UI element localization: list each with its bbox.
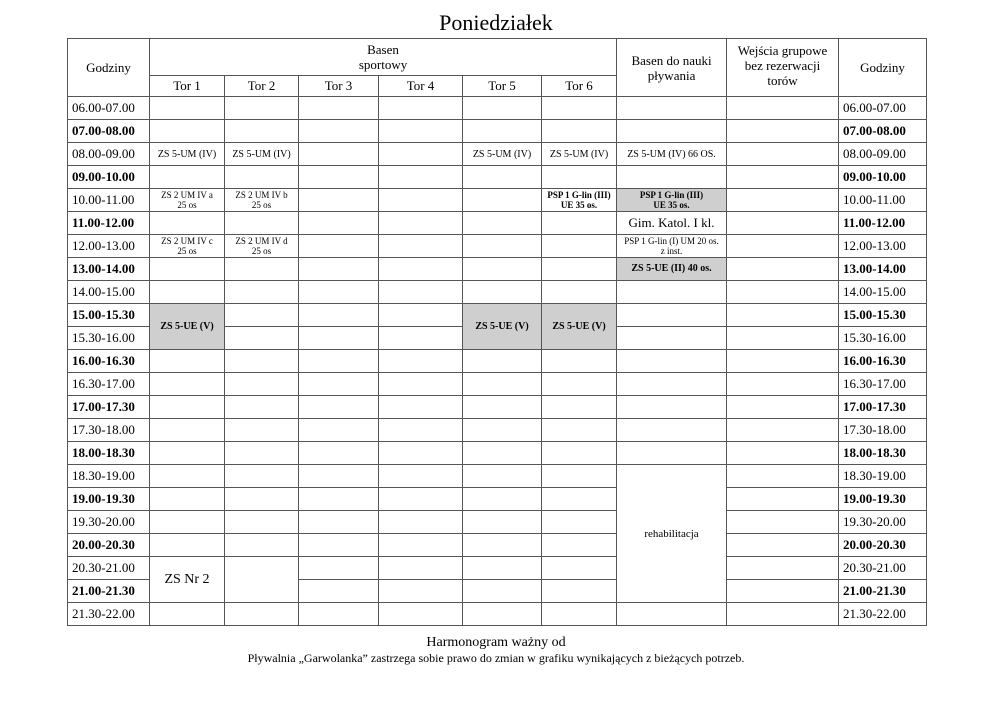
hour-right: 13.00-14.00 — [839, 258, 927, 281]
hour-left: 17.30-18.00 — [68, 419, 150, 442]
hour-left: 15.30-16.00 — [68, 327, 150, 350]
table-row — [68, 143, 927, 166]
booking-cell: ZS 2 UM IV a 25 os — [150, 189, 225, 212]
table-row — [68, 465, 927, 488]
hour-right: 07.00-08.00 — [839, 120, 927, 143]
hour-right: 16.30-17.00 — [839, 373, 927, 396]
booking-cell: ZS 5-UE (V) — [150, 304, 225, 350]
booking-cell: PSP 1 G-lin (I) UM 20 os. z inst. — [617, 235, 727, 258]
table-row — [68, 534, 927, 557]
table-row — [68, 304, 927, 327]
header-basen-nauki: Basen do nauki pływania — [617, 39, 727, 97]
booking-cell: ZS 5-UM (IV) 66 OS. — [617, 143, 727, 166]
booking-cell: Gim. Katol. I kl. — [617, 212, 727, 235]
hour-left: 08.00-09.00 — [68, 143, 150, 166]
hour-left: 19.00-19.30 — [68, 488, 150, 511]
table-row — [68, 350, 927, 373]
schedule-table — [67, 38, 927, 626]
table-row — [68, 373, 927, 396]
booking-cell: PSP 1 G-lin (III) UE 35 os. — [542, 189, 617, 212]
hour-right: 20.00-20.30 — [839, 534, 927, 557]
table-row — [68, 97, 927, 120]
booking-cell: ZS 2 UM IV d 25 os — [225, 235, 299, 258]
hour-right: 21.00-21.30 — [839, 580, 927, 603]
booking-cell: ZS 5-UM (IV) — [542, 143, 617, 166]
footer-valid-from: Harmonogram ważny od — [426, 635, 566, 650]
hour-left: 10.00-11.00 — [68, 189, 150, 212]
hour-left: 11.00-12.00 — [68, 212, 150, 235]
booking-cell: ZS 5-UM (IV) — [150, 143, 225, 166]
page-title: Poniedziałek — [439, 10, 553, 35]
hour-left: 09.00-10.00 — [68, 166, 150, 189]
hour-left: 20.30-21.00 — [68, 557, 150, 580]
booking-cell: ZS 5-UE (V) — [542, 304, 617, 350]
header-basen-sportowy: Basen sportowy — [150, 39, 617, 76]
hour-right: 17.00-17.30 — [839, 396, 927, 419]
hour-right: 19.00-19.30 — [839, 488, 927, 511]
hour-right: 11.00-12.00 — [839, 212, 927, 235]
hour-left: 07.00-08.00 — [68, 120, 150, 143]
header-tor-5: Tor 5 — [463, 76, 542, 97]
booking-cell: ZS 2 UM IV c 25 os — [150, 235, 225, 258]
hour-right: 18.30-19.00 — [839, 465, 927, 488]
header-tor-4: Tor 4 — [379, 76, 463, 97]
table-row — [68, 557, 927, 580]
header-godziny-right: Godziny — [839, 39, 927, 97]
hour-right: 21.30-22.00 — [839, 603, 927, 626]
booking-cell: ZS 5-UM (IV) — [463, 143, 542, 166]
booking-cell: ZS 2 UM IV b 25 os — [225, 189, 299, 212]
table-row — [68, 235, 927, 258]
hour-left: 06.00-07.00 — [68, 97, 150, 120]
table-row — [68, 258, 927, 281]
hour-left: 17.00-17.30 — [68, 396, 150, 419]
hour-left: 18.00-18.30 — [68, 442, 150, 465]
table-row — [68, 442, 927, 465]
rehabilitation-cell: rehabilitacja — [617, 465, 727, 603]
hour-left: 14.00-15.00 — [68, 281, 150, 304]
table-row — [68, 488, 927, 511]
header-godziny: Godziny — [68, 39, 150, 97]
table-row — [68, 166, 927, 189]
hour-right: 19.30-20.00 — [839, 511, 927, 534]
hour-left: 18.30-19.00 — [68, 465, 150, 488]
hour-right: 09.00-10.00 — [839, 166, 927, 189]
header-wejscia-grupowe: Wejścia grupowe bez rezerwacji torów — [727, 39, 839, 97]
hour-right: 15.30-16.00 — [839, 327, 927, 350]
booking-cell: ZS 5-UE (II) 40 os. — [617, 258, 727, 281]
hour-left: 20.00-20.30 — [68, 534, 150, 557]
booking-cell: PSP 1 G-lin (III) UE 35 os. — [617, 189, 727, 212]
hour-right: 17.30-18.00 — [839, 419, 927, 442]
table-row — [68, 189, 927, 212]
hour-right: 15.00-15.30 — [839, 304, 927, 327]
hour-right: 18.00-18.30 — [839, 442, 927, 465]
hour-right: 10.00-11.00 — [839, 189, 927, 212]
hour-left: 21.00-21.30 — [68, 580, 150, 603]
hour-left: 16.30-17.00 — [68, 373, 150, 396]
table-row — [68, 603, 927, 626]
header-tor-1: Tor 1 — [150, 76, 225, 97]
footer-disclaimer: Pływalnia „Garwolanka” zastrzega sobie prawo do zmian w grafiku wynikających z bieżących potrzeb. — [247, 651, 745, 665]
hour-left: 12.00-13.00 — [68, 235, 150, 258]
booking-cell: ZS 5-UE (V) — [463, 304, 542, 350]
table-row — [68, 419, 927, 442]
hour-left: 21.30-22.00 — [68, 603, 150, 626]
hour-right: 08.00-09.00 — [839, 143, 927, 166]
table-row — [68, 396, 927, 419]
table-row — [68, 120, 927, 143]
hour-right: 16.00-16.30 — [839, 350, 927, 373]
hour-left: 16.00-16.30 — [68, 350, 150, 373]
hour-left: 13.00-14.00 — [68, 258, 150, 281]
hour-right: 06.00-07.00 — [839, 97, 927, 120]
header-tor-3: Tor 3 — [299, 76, 379, 97]
hour-left: 19.30-20.00 — [68, 511, 150, 534]
booking-cell: ZS Nr 2 — [150, 557, 225, 603]
hour-right: 12.00-13.00 — [839, 235, 927, 258]
header-tor-2: Tor 2 — [225, 76, 299, 97]
hour-right: 14.00-15.00 — [839, 281, 927, 304]
merged-empty-cell — [225, 557, 299, 603]
table-row — [68, 281, 927, 304]
booking-cell: ZS 5-UM (IV) — [225, 143, 299, 166]
table-row — [68, 511, 927, 534]
hour-left: 15.00-15.30 — [68, 304, 150, 327]
table-row — [68, 212, 927, 235]
header-tor-6: Tor 6 — [542, 76, 617, 97]
hour-right: 20.30-21.00 — [839, 557, 927, 580]
